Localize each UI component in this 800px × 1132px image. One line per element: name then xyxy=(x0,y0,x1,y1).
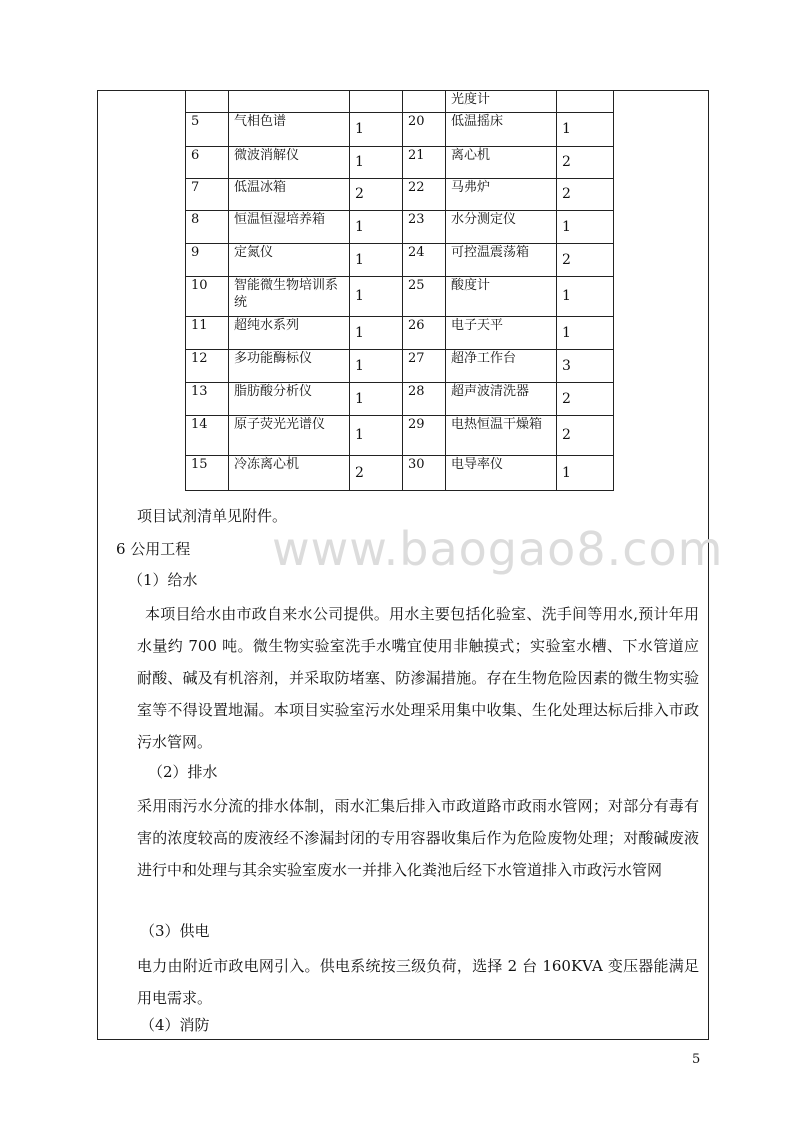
cell-number: 25 xyxy=(403,277,446,317)
cell-name: 电导率仪 xyxy=(446,456,557,491)
table-row xyxy=(186,113,614,147)
cell-quantity: 1 xyxy=(557,211,614,244)
table-row xyxy=(186,244,614,277)
cell-name: 原子荧光光谱仪 xyxy=(229,416,350,456)
cell-name: 电子天平 xyxy=(446,317,557,350)
cell-name: 水分测定仪 xyxy=(446,211,557,244)
cell-quantity: 2 xyxy=(557,179,614,211)
cell-quantity: 1 xyxy=(350,277,403,317)
fire-heading: （4）消防 xyxy=(140,1016,210,1034)
cell-quantity: 1 xyxy=(350,113,403,147)
cell-quantity: 1 xyxy=(557,113,614,147)
table-row xyxy=(186,277,614,317)
cell-number: 20 xyxy=(403,113,446,147)
cell-name: 智能微生物培训系统 xyxy=(229,277,350,317)
section-6-heading: 6 公用工程 xyxy=(116,540,191,558)
cell-quantity: 1 xyxy=(350,383,403,416)
table-row xyxy=(186,91,614,113)
cell-number: 30 xyxy=(403,456,446,491)
cell-quantity: 1 xyxy=(350,317,403,350)
table-row xyxy=(186,383,614,416)
cell-quantity: 2 xyxy=(350,456,403,491)
cell-name: 恒温恒湿培养箱 xyxy=(229,211,350,244)
table-row xyxy=(186,179,614,211)
drainage-heading: （2）排水 xyxy=(148,763,218,781)
cell-number: 9 xyxy=(186,244,229,277)
cell-name: 定氮仪 xyxy=(229,244,350,277)
cell-number: 13 xyxy=(186,383,229,416)
cell-number: 23 xyxy=(403,211,446,244)
cell-quantity: 1 xyxy=(557,277,614,317)
watermark: www.baogao8.com xyxy=(272,522,724,576)
cell-number: 8 xyxy=(186,211,229,244)
cell-number: 11 xyxy=(186,317,229,350)
cell-number: 12 xyxy=(186,350,229,383)
cell-name: 离心机 xyxy=(446,147,557,179)
cell-number: 15 xyxy=(186,456,229,491)
table-row xyxy=(186,416,614,456)
cell-number: 21 xyxy=(403,147,446,179)
equipment-table xyxy=(185,90,614,491)
table-row xyxy=(186,211,614,244)
table-row xyxy=(186,317,614,350)
cell-name: 多功能酶标仪 xyxy=(229,350,350,383)
cell-number xyxy=(186,91,229,113)
page-number: 5 xyxy=(692,1052,701,1067)
cell-number: 14 xyxy=(186,416,229,456)
cell-name: 可控温震荡箱 xyxy=(446,244,557,277)
cell-number: 6 xyxy=(186,147,229,179)
power-body: 电力由附近市政电网引入。供电系统按三级负荷，选择 2 台 160KVA 变压器能满足用电需求。 xyxy=(137,957,699,1007)
cell-name: 脂肪酸分析仪 xyxy=(229,383,350,416)
cell-number: 26 xyxy=(403,317,446,350)
cell-quantity: 1 xyxy=(350,211,403,244)
cell-quantity xyxy=(350,91,403,113)
reagent-note: 项目试剂清单见附件。 xyxy=(137,507,288,525)
cell-quantity: 2 xyxy=(350,179,403,211)
cell-quantity: 3 xyxy=(557,350,614,383)
cell-quantity: 1 xyxy=(350,244,403,277)
cell-name xyxy=(229,91,350,113)
cell-quantity: 1 xyxy=(557,456,614,491)
cell-number: 5 xyxy=(186,113,229,147)
water-supply-heading: （1）给水 xyxy=(128,571,198,589)
table-row xyxy=(186,147,614,179)
cell-name: 酸度计 xyxy=(446,277,557,317)
cell-quantity: 2 xyxy=(557,147,614,179)
power-heading: （3）供电 xyxy=(140,922,210,940)
cell-quantity: 2 xyxy=(557,244,614,277)
cell-quantity: 1 xyxy=(350,350,403,383)
cell-quantity: 2 xyxy=(557,383,614,416)
water-supply-body: 本项目给水由市政自来水公司提供。用水主要包括化验室、洗手间等用水,预计年用水量约 700 吨。微生物实验室洗手水嘴宜使用非触摸式；实验室水槽、下水管道应耐酸、碱及有机溶剂，并采取防堵塞、防渗漏措施。存在生物危险因素的微生物实验室等不得设置地漏。本项目实验室污水处理采用集中收集、生化处理达标后排入市政污水管网。 xyxy=(137,605,699,751)
cell-number: 10 xyxy=(186,277,229,317)
cell-quantity: 2 xyxy=(557,416,614,456)
drainage-body: 采用雨污水分流的排水体制，雨水汇集后排入市政道路市政雨水管网；对部分有毒有害的浓度较高的废液经不渗漏封闭的专用容器收集后作为危险废物处理；对酸碱废液进行中和处理与其余实验室废水一并排入化粪池后经下水管道排入市政污水管网 xyxy=(137,797,699,879)
cell-quantity: 1 xyxy=(557,317,614,350)
cell-name: 电热恒温干燥箱 xyxy=(446,416,557,456)
cell-quantity: 1 xyxy=(350,416,403,456)
cell-name: 微波消解仪 xyxy=(229,147,350,179)
cell-number: 7 xyxy=(186,179,229,211)
cell-name: 冷冻离心机 xyxy=(229,456,350,491)
cell-name: 低温冰箱 xyxy=(229,179,350,211)
table-row xyxy=(186,456,614,491)
cell-name: 超纯水系列 xyxy=(229,317,350,350)
cell-name: 超净工作台 xyxy=(446,350,557,383)
cell-number xyxy=(403,91,446,113)
cell-quantity: 1 xyxy=(350,147,403,179)
cell-number: 29 xyxy=(403,416,446,456)
cell-quantity xyxy=(557,91,614,113)
table-row xyxy=(186,350,614,383)
cell-name: 气相色谱 xyxy=(229,113,350,147)
cell-name: 超声波清洗器 xyxy=(446,383,557,416)
cell-number: 27 xyxy=(403,350,446,383)
cell-number: 22 xyxy=(403,179,446,211)
cell-number: 28 xyxy=(403,383,446,416)
cell-name: 低温摇床 xyxy=(446,113,557,147)
cell-number: 24 xyxy=(403,244,446,277)
cell-name: 光度计 xyxy=(446,91,557,113)
cell-name: 马弗炉 xyxy=(446,179,557,211)
